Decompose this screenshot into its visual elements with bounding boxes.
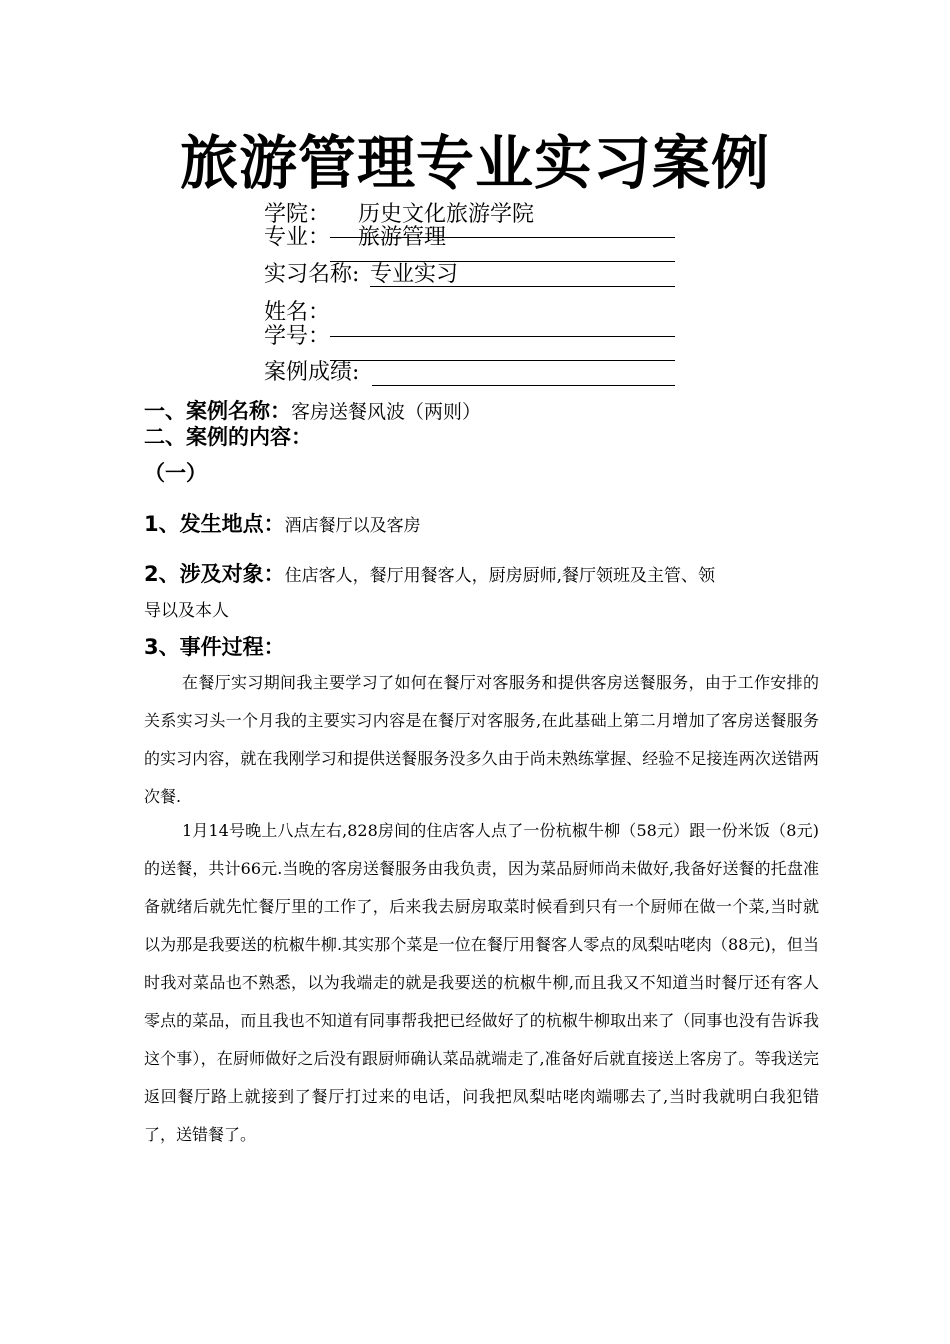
major-label: 专业： <box>264 225 331 250</box>
case-name-label: 一、案例名称： <box>144 399 291 423</box>
parties-line <box>144 561 715 589</box>
process-heading <box>144 634 285 660</box>
location-line <box>144 511 421 539</box>
parties-line-2 <box>144 596 229 624</box>
part-one-heading <box>144 460 207 486</box>
internship-underline <box>370 286 675 287</box>
parties-value-line1: 住店客人，餐厅用餐客人，厨房厨师,餐厅领班及主管、领 <box>284 566 716 586</box>
location-label: 1、发生地点： <box>144 512 285 536</box>
content-heading <box>144 424 312 450</box>
college-value: 历史文化旅游学院 <box>358 202 535 227</box>
document-title: 旅游管理专业实习案例 <box>179 129 770 197</box>
name-underline <box>330 336 675 337</box>
major-value: 旅游管理 <box>358 225 447 250</box>
case-name-line <box>144 398 481 425</box>
grade-underline <box>372 385 675 386</box>
location-value: 酒店餐厅以及客房 <box>284 516 421 536</box>
student-id-label: 学号： <box>264 324 331 349</box>
content-label: 二、案例的内容： <box>144 425 312 449</box>
internship-value: 专业实习 <box>370 262 459 287</box>
college-label: 学院： <box>264 202 331 227</box>
grade-label: 案例成绩: <box>264 360 360 385</box>
part-one-label: （一） <box>144 461 207 485</box>
parties-label: 2、涉及对象： <box>144 562 285 586</box>
name-label: 姓名： <box>264 300 331 325</box>
internship-label: 实习名称: <box>264 262 360 287</box>
process-label: 3、事件过程： <box>144 635 285 659</box>
major-strike-line <box>330 237 675 238</box>
parties-value-line2: 导以及本人 <box>144 601 229 621</box>
case-name-value: 客房送餐风波（两则） <box>291 401 482 423</box>
paragraph-2: 1月14号晚上八点左右,828房间的住店客人点了一份杭椒牛柳（58元）跟一份米饭（8元)的送餐，共计66元.当晚的客房送餐服务由我负责，因为菜品厨师尚未做好,我备好送餐的托盘准备就绪后就先忙餐厅里的工作了，后来我去厨房取菜时候看到只有一个厨师在做一个菜,当时就以为那是我要送的杭椒牛柳.其实那个菜是一位在餐厅用餐客人零点的凤梨咕咾肉（88元)，但当时我对菜品也不熟悉，以为我端走的就是我要送的杭椒牛柳,而且我又不知道当时餐厅还有客人零点的菜品，而且我也不知道有同事帮我把已经做好了的杭椒牛柳取出来了（同事也没有告诉我这个事），在厨师做好之后没有跟厨师确认菜品就端走了,准备好后就直接送上客房了。等我送完返回餐厅路上就接到了餐厅打过来的电话，问我把凤梨咕咾肉端哪去了,当时我就明白我犯错了，送错餐了。 <box>144 821 819 1144</box>
paragraph-1: 在餐厅实习期间我主要学习了如何在餐厅对客服务和提供客房送餐服务，由于工作安排的关系实习头一个月我的主要实习内容是在餐厅对客服务,在此基础上第二月增加了客房送餐服务的实习内容，就在我刚学习和提供送餐服务没多久由于尚未熟练掌握、经验不足接连两次送错两次餐. <box>144 673 819 806</box>
student-id-underline <box>330 360 675 361</box>
